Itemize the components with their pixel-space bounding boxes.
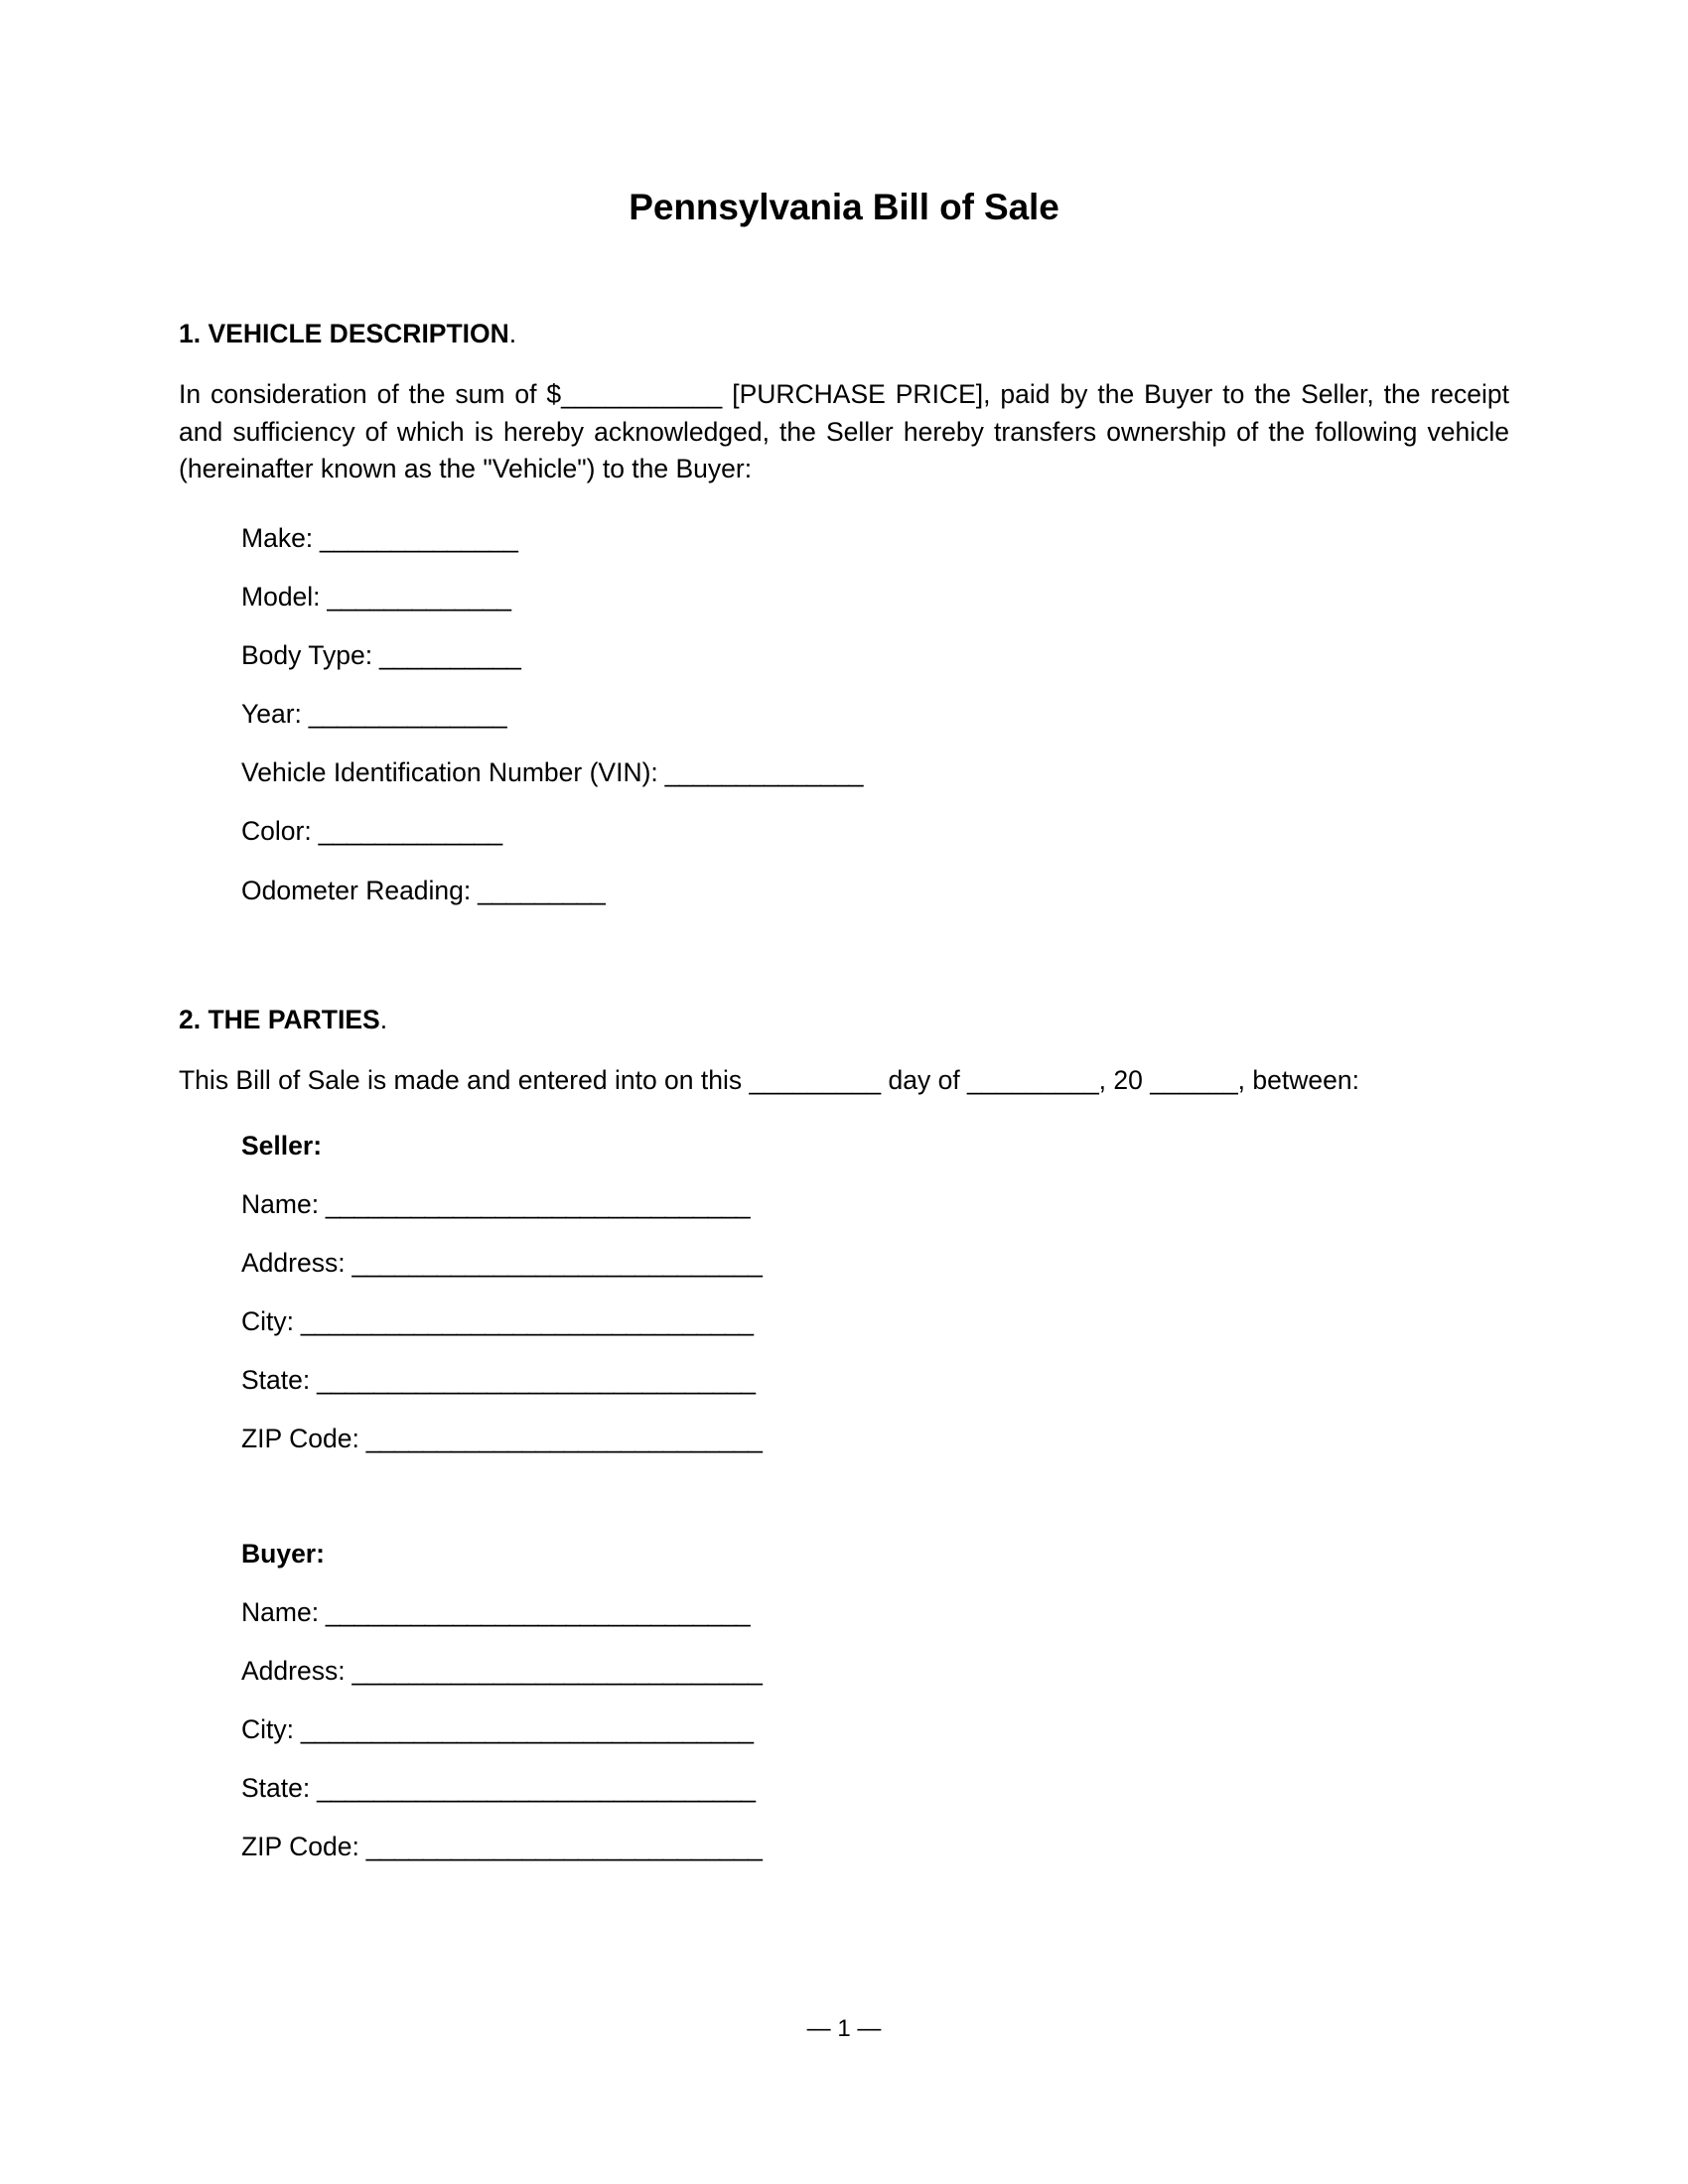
section-1-heading-punctuation: . xyxy=(508,318,517,348)
section-2-paragraph: This Bill of Sale is made and entered into on this _________ day of _________, 20 ______, between: xyxy=(179,1065,1359,1096)
seller-heading: Seller: xyxy=(241,1130,323,1160)
field-label-seller-zip: ZIP Code: xyxy=(241,1424,359,1454)
field-blank-buyer-address[interactable]: _____________________________ xyxy=(345,1655,763,1686)
buyer-field-list xyxy=(179,1570,1509,1864)
field-label-buyer-zip: ZIP Code: xyxy=(241,1832,359,1862)
field-row-make xyxy=(179,488,1509,555)
field-row-seller-state xyxy=(179,1338,1509,1397)
field-row-seller-name xyxy=(179,1162,1509,1221)
field-blank-buyer-zip[interactable]: ____________________________ xyxy=(358,1832,763,1862)
field-label-make: Make: xyxy=(241,522,314,553)
field-row-body-type xyxy=(179,614,1509,672)
field-blank-body-type[interactable]: __________ xyxy=(372,640,521,671)
field-blank-seller-city[interactable]: ________________________________ xyxy=(294,1306,754,1337)
field-label-seller-state: State: xyxy=(241,1365,311,1396)
field-blank-vin[interactable]: ______________ xyxy=(657,757,863,788)
section-1-paragraph: In consideration of the sum of $___________ [PURCHASE PRICE], paid by the Buyer to the Seller, the receipt and sufficiency of which is hereby acknowledged, the Seller hereby transfers ownership of the following vehicle (hereinafter known as the "Vehicle") to the Buyer: xyxy=(179,378,1509,484)
document-body xyxy=(179,0,1509,1863)
field-blank-seller-address[interactable]: _____________________________ xyxy=(345,1248,763,1279)
field-row-buyer-name xyxy=(179,1570,1509,1629)
field-label-seller-name: Name: xyxy=(241,1188,320,1219)
field-row-seller-zip xyxy=(179,1397,1509,1455)
section-2-heading-punctuation: . xyxy=(379,1004,388,1034)
field-row-vin xyxy=(179,731,1509,789)
field-label-vin: Vehicle Identification Number (VIN): xyxy=(241,757,658,788)
section-1-heading xyxy=(179,229,1509,350)
field-label-odometer: Odometer Reading: xyxy=(241,875,472,905)
field-row-model xyxy=(179,555,1509,614)
field-row-year xyxy=(179,672,1509,731)
field-label-buyer-city: City: xyxy=(241,1713,294,1744)
field-blank-buyer-city[interactable]: ________________________________ xyxy=(294,1713,754,1744)
page-title: Pennsylvania Bill of Sale xyxy=(629,187,1059,227)
field-row-buyer-city xyxy=(179,1688,1509,1746)
field-blank-odometer[interactable]: _________ xyxy=(471,875,606,905)
field-row-buyer-zip xyxy=(179,1805,1509,1863)
field-label-seller-city: City: xyxy=(241,1306,294,1337)
section-2-heading-text: 2. THE PARTIES xyxy=(179,1004,380,1034)
field-label-buyer-name: Name: xyxy=(241,1596,320,1627)
field-blank-make[interactable]: ______________ xyxy=(313,522,518,553)
field-label-seller-address: Address: xyxy=(241,1248,346,1279)
field-row-odometer xyxy=(179,849,1509,907)
field-label-color: Color: xyxy=(241,816,312,847)
field-label-buyer-state: State: xyxy=(241,1773,311,1804)
field-blank-buyer-state[interactable]: _______________________________ xyxy=(310,1773,756,1804)
buyer-heading: Buyer: xyxy=(241,1538,325,1569)
field-blank-seller-zip[interactable]: ____________________________ xyxy=(358,1424,763,1454)
field-blank-seller-state[interactable]: _______________________________ xyxy=(310,1365,756,1396)
field-blank-buyer-name[interactable]: ______________________________ xyxy=(319,1596,751,1627)
field-blank-year[interactable]: ______________ xyxy=(301,699,507,730)
field-row-color xyxy=(179,789,1509,848)
page-number-footer: — 1 — xyxy=(806,2015,882,2042)
field-blank-color[interactable]: _____________ xyxy=(311,816,502,847)
field-label-buyer-address: Address: xyxy=(241,1655,346,1686)
field-row-buyer-state xyxy=(179,1746,1509,1805)
field-label-body-type: Body Type: xyxy=(241,640,373,671)
field-label-year: Year: xyxy=(241,699,302,730)
field-blank-seller-name[interactable]: ______________________________ xyxy=(319,1188,751,1219)
field-row-buyer-address xyxy=(179,1629,1509,1688)
section-1-heading-text: 1. VEHICLE DESCRIPTION xyxy=(179,318,509,348)
field-row-seller-address xyxy=(179,1221,1509,1280)
field-row-seller-city xyxy=(179,1280,1509,1338)
vehicle-field-list xyxy=(179,488,1509,907)
seller-field-list xyxy=(179,1162,1509,1456)
section-2-heading xyxy=(179,907,1509,1036)
field-blank-model[interactable]: _____________ xyxy=(320,581,511,612)
field-label-model: Model: xyxy=(241,581,321,612)
